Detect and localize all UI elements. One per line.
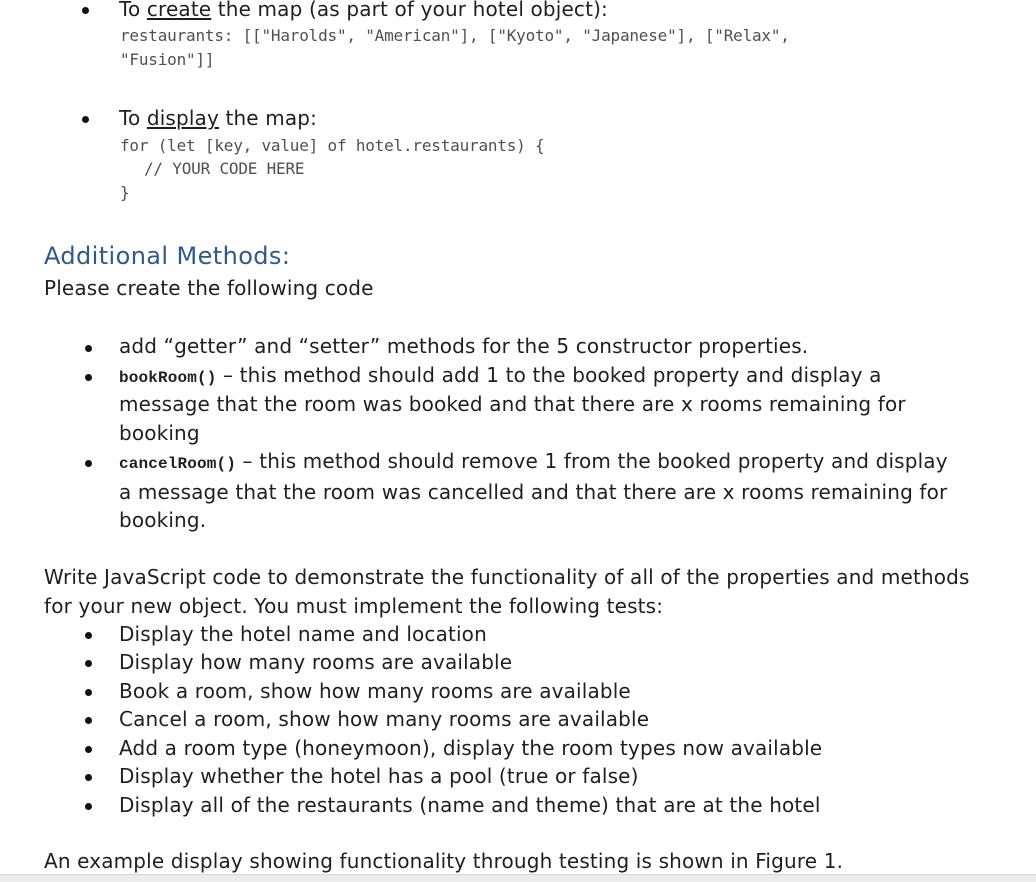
additional-methods-intro: Please create the following code bbox=[44, 276, 374, 300]
display-suffix: the map: bbox=[218, 106, 318, 130]
test-item: Display how many rooms are available bbox=[119, 650, 513, 674]
method-item-getters-setters: add “getter” and “setter” methods for the 5 constructor properties. bbox=[119, 334, 809, 358]
test-item: Display whether the hotel has a pool (true or false) bbox=[119, 764, 639, 788]
cancelroom-desc-line-3: booking. bbox=[119, 508, 207, 532]
bookroom-desc-line-2: message that the room was booked and that there are x rooms remaining for bbox=[119, 392, 906, 416]
test-item: Display all of the restaurants (name and theme) that are at the hotel bbox=[119, 793, 821, 817]
display-code-line-1: for (let [key, value] of hotel.restaurants) { bbox=[120, 136, 545, 155]
bookroom-code: bookRoom() bbox=[119, 369, 217, 387]
create-prefix: To bbox=[119, 0, 147, 21]
bullet bbox=[85, 803, 92, 810]
method-item-cancelroom bbox=[119, 449, 948, 473]
method-item-bookroom bbox=[119, 363, 882, 387]
test-item: Add a room type (honeymoon), display the room types now available bbox=[119, 736, 823, 760]
cancelroom-code: cancelRoom() bbox=[119, 455, 237, 473]
bookroom-desc: – this method should add 1 to the booked property and display a bbox=[216, 363, 882, 387]
create-map-instruction bbox=[119, 0, 608, 21]
test-item: Display the hotel name and location bbox=[119, 622, 487, 646]
display-code-line-3: } bbox=[120, 183, 130, 202]
test-item: Cancel a room, show how many rooms are available bbox=[119, 707, 650, 731]
bullet bbox=[85, 460, 92, 467]
display-map-instruction bbox=[119, 106, 317, 130]
cancelroom-desc-line-2: a message that the room was cancelled and that there are x rooms remaining for bbox=[119, 480, 948, 504]
create-link[interactable]: create bbox=[146, 0, 212, 21]
tests-intro-line-1: Write JavaScript code to demonstrate the functionality of all of the properties and methods bbox=[44, 565, 970, 589]
create-suffix: the map (as part of your hotel object): bbox=[211, 0, 608, 21]
display-code-line-2: // YOUR CODE HERE bbox=[144, 159, 305, 178]
bullet bbox=[85, 374, 92, 381]
bullet bbox=[85, 632, 92, 639]
bullet bbox=[85, 746, 92, 753]
bullet bbox=[85, 660, 92, 667]
bullet bbox=[85, 717, 92, 724]
test-item: Book a room, show how many rooms are available bbox=[119, 679, 631, 703]
figure-reference: An example display showing functionality through testing is shown in Figure 1. bbox=[44, 849, 844, 873]
create-code-line-2: "Fusion"]] bbox=[120, 50, 215, 69]
display-link[interactable]: display bbox=[146, 106, 219, 130]
bullet bbox=[82, 116, 89, 123]
bullet bbox=[82, 7, 89, 14]
tests-intro-line-2: for your new object. You must implement the following tests: bbox=[44, 594, 664, 618]
cancelroom-desc: – this method should remove 1 from the booked property and display bbox=[236, 449, 948, 473]
bookroom-desc-line-3: booking bbox=[119, 421, 200, 445]
bullet bbox=[85, 774, 92, 781]
additional-methods-heading: Additional Methods: bbox=[44, 242, 291, 270]
create-code-line-1: restaurants: [["Harolds", "American"], ["Kyoto", "Japanese"], ["Relax", bbox=[120, 26, 790, 45]
display-prefix: To bbox=[119, 106, 147, 130]
bullet bbox=[85, 345, 92, 352]
bullet bbox=[85, 689, 92, 696]
